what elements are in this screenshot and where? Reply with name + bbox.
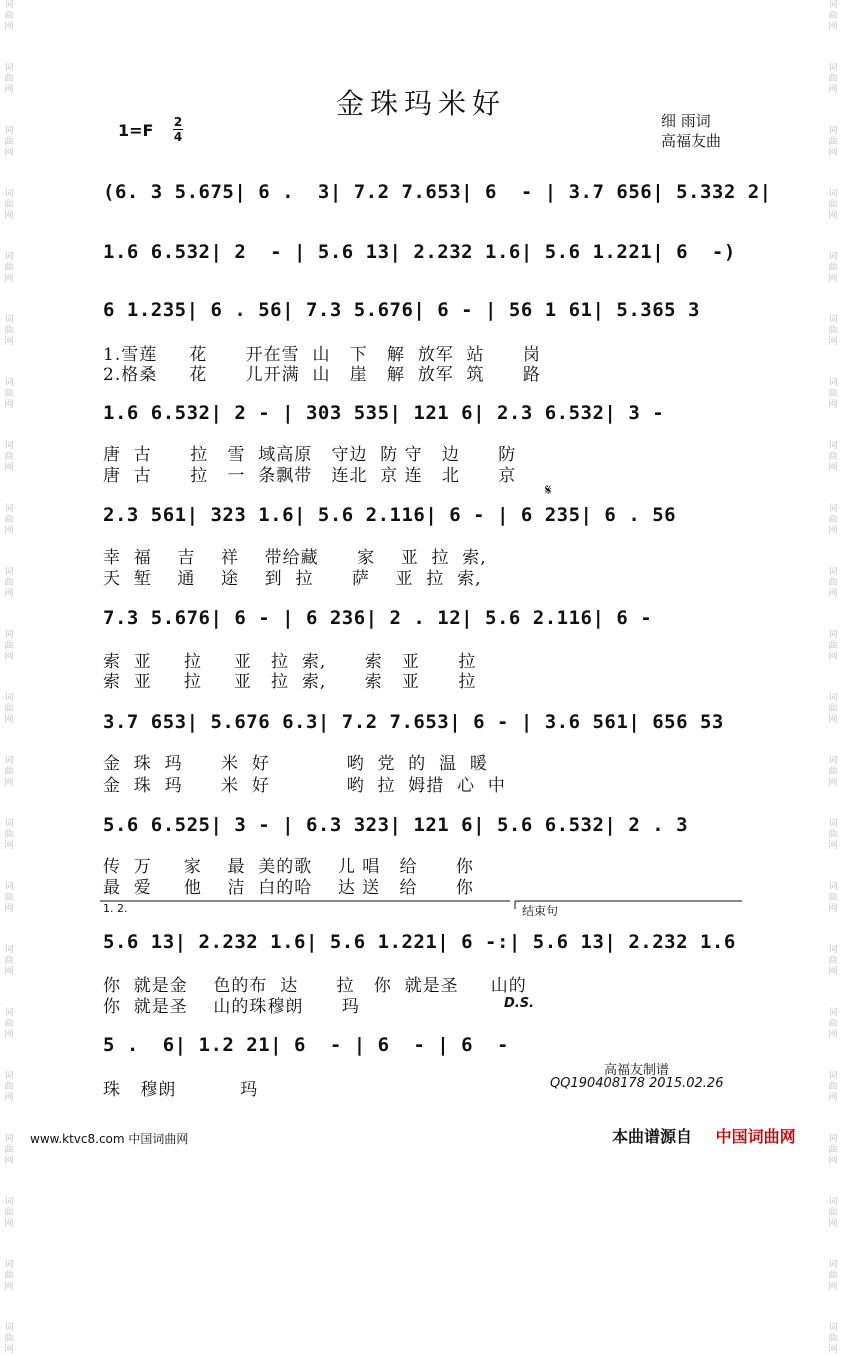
score-row-10 (103, 1030, 743, 1060)
notation-line: 5.6 6.525| 3 - | 6.3 323| 121 6| 5.6 6.532| 2 . 3 (103, 814, 689, 836)
lyric-row-5-verse-2: 天 堑 通 途 到 拉 萨 亚 拉 索, (103, 569, 482, 589)
footer-site: www.ktvc8.com 中国词曲网 (30, 1132, 189, 1146)
time-signature (173, 115, 183, 144)
lyric-row-7-verse-2: 金 珠 玛 米 好 哟 拉 姆措 心 中 (103, 776, 506, 796)
side-watermark-left: 词曲网 词曲网 词曲网 词曲网 词曲网 词曲网 词曲网 词曲网 词曲网 词曲网 词曲网 词曲网 词曲网 词曲网 词曲网 词曲网 词曲网 词曲网 词曲网 词曲网 词曲网 词曲网 (4, 0, 14, 1355)
lyric-row-4-verse-2: 唐 古 拉 一 条飘带 连北 京 连 北 京 (103, 466, 517, 486)
time-top: 2 (173, 115, 183, 129)
lyric-row-10-verse-1: 珠 穆朗 玛 (103, 1080, 259, 1100)
score-row-8 (103, 810, 743, 840)
score-row-4 (103, 398, 743, 428)
lyric-row-9-verse-1: 你 就是金 色的布 达 拉 你 就是圣 山的 (103, 976, 527, 996)
notation-line: 5.6 13| 2.232 1.6| 5.6 1.221| 6 -:| 5.6 13| 2.232 1.6 (103, 931, 736, 953)
lyric-row-6-verse-1: 索 亚 拉 亚 拉 索, 索 亚 拉 (103, 652, 477, 672)
notation-line: 5 . 6| 1.2 21| 6 - | 6 - | 6 - (103, 1034, 509, 1056)
time-bottom: 4 (173, 130, 183, 144)
volta-brackets (100, 897, 745, 909)
footer-source (612, 1124, 796, 1147)
volta-first-ending: 1. 2. (103, 902, 128, 915)
composer-credit: 高福友曲 (661, 132, 722, 150)
key-signature: 1=F (118, 121, 154, 140)
segno-sign: 𝄋 (545, 481, 552, 499)
score-row-3 (103, 295, 743, 325)
lyric-row-6-verse-2: 索 亚 拉 亚 拉 索, 索 亚 拉 (103, 672, 477, 692)
score-row-5 (103, 500, 743, 530)
notation-line: 2.3 561| 323 1.6| 5.6 2.116| 6 - | 6 235| 6 . 56 (103, 504, 677, 526)
notation-line: 3.7 653| 5.676 6.3| 7.2 7.653| 6 - | 3.6 561| 656 53 (103, 711, 724, 733)
dal-segno-mark: D.S. (504, 996, 535, 1011)
lyric-row-3-verse-2: 2.格桑 花 儿开满 山 崖 解 放军 筑 路 (103, 365, 541, 385)
lyricist-credit: 细 雨词 (661, 112, 711, 130)
lyric-row-8-verse-1: 传 万 家 最 美的歌 儿 唱 给 你 (103, 857, 474, 877)
lyric-row-8-verse-2: 最 爱 他 洁 白的哈 达 送 给 你 (103, 878, 474, 898)
contact-date: QQ190408178 2015.02.26 (550, 1076, 724, 1091)
score-row-9 (103, 927, 743, 957)
footer-source-label: 本曲谱源自 (612, 1127, 693, 1146)
side-watermark-right: 词曲网 词曲网 词曲网 词曲网 词曲网 词曲网 词曲网 词曲网 词曲网 词曲网 词曲网 词曲网 词曲网 词曲网 词曲网 词曲网 词曲网 词曲网 词曲网 词曲网 词曲网 词曲网 (828, 0, 838, 1355)
arranger-credit: 高福友制谱 (604, 1063, 670, 1078)
footer-brand: 中国词曲网 (715, 1127, 796, 1146)
notation-line: 1.6 6.532| 2 - | 5.6 13| 2.232 1.6| 5.6 1.221| 6 -) (103, 241, 736, 263)
volta-coda-ending: 结束句 (522, 904, 559, 918)
notation-line: 6 1.235| 6 . 56| 7.3 5.676| 6 - | 56 1 61| 5.365 3 (103, 299, 700, 321)
score-row-7 (103, 707, 743, 737)
notation-line: (6. 3 5.675| 6 . 3| 7.2 7.653| 6 - | 3.7 656| 5.332 2| (103, 181, 772, 203)
lyric-row-5-verse-1: 幸 福 吉 祥 带给藏 家 亚 拉 索, (103, 548, 487, 568)
score-row-1 (103, 177, 772, 207)
lyric-row-7-verse-1: 金 珠 玛 米 好 哟 党 的 温 暖 (103, 754, 488, 774)
score-row-6 (103, 603, 743, 633)
song-title: 金珠玛米好 (335, 87, 506, 120)
score-row-2 (103, 237, 743, 267)
notation-line: 1.6 6.532| 2 - | 303 535| 121 6| 2.3 6.532| 3 - (103, 402, 665, 424)
notation-line: 7.3 5.676| 6 - | 6 236| 2 . 12| 5.6 2.116| 6 - (103, 607, 653, 629)
lyric-row-4-verse-1: 唐 古 拉 雪 域高原 守边 防 守 边 防 (103, 445, 517, 465)
lyric-row-3-verse-1: 1.雪莲 花 开在雪 山 下 解 放军 站 岗 (103, 345, 541, 365)
lyric-row-9-verse-2: 你 就是圣 山的珠穆朗 玛 (103, 997, 360, 1017)
